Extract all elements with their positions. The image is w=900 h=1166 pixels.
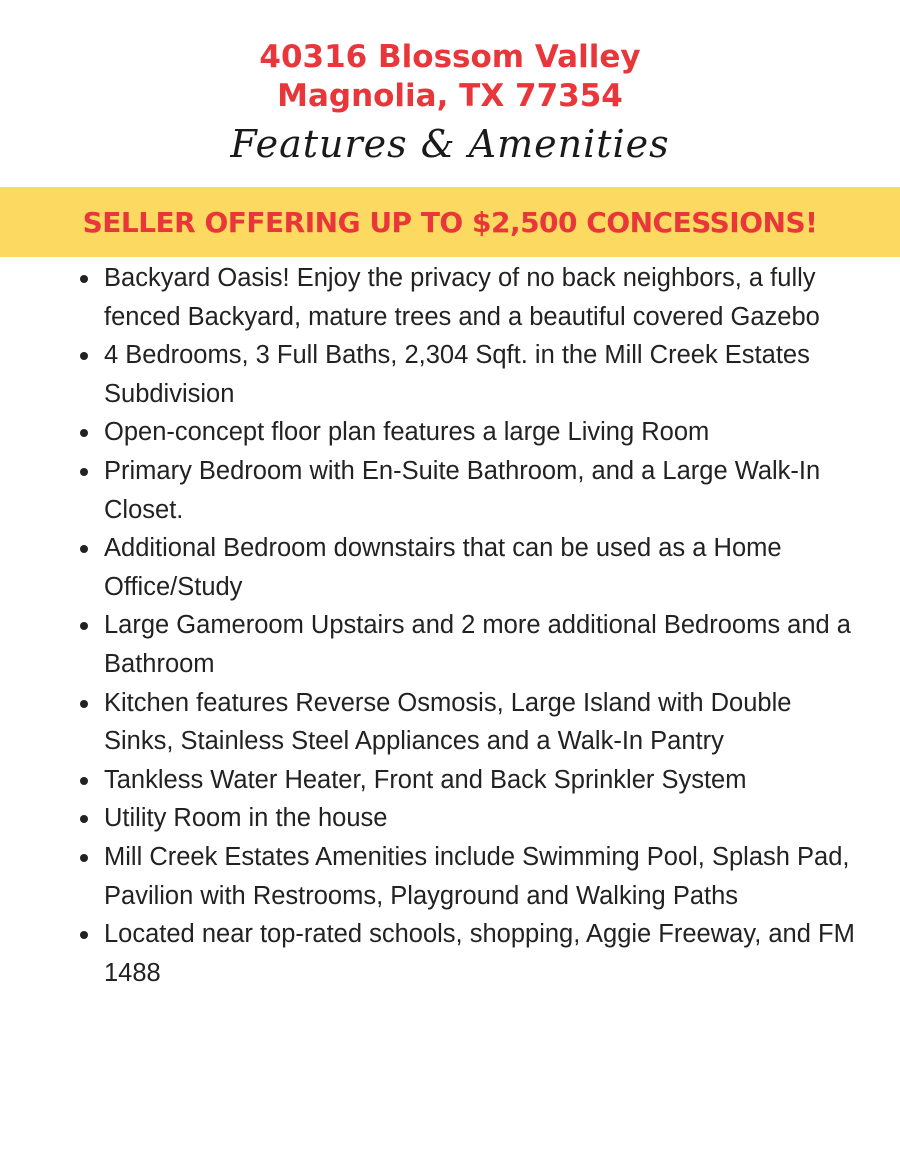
section-subtitle: Features & Amenities	[230, 122, 670, 166]
feature-item	[0, 838, 900, 915]
bullet-icon	[80, 931, 88, 939]
address-line-2: Magnolia, TX 77354	[277, 78, 623, 114]
bullet-icon	[80, 352, 88, 360]
feature-item	[0, 413, 900, 452]
bullet-icon	[80, 815, 88, 823]
bullet-icon	[80, 622, 88, 630]
feature-item	[0, 452, 900, 529]
bullet-icon	[80, 854, 88, 862]
flyer-header	[0, 38, 900, 166]
feature-text: Tankless Water Heater, Front and Back Sprinkler System	[104, 765, 747, 794]
feature-item	[0, 529, 900, 606]
feature-text: Kitchen features Reverse Osmosis, Large Island with Double Sinks, Stainless Steel Appliances and a Walk-In Pantry	[104, 688, 792, 756]
feature-text: Additional Bedroom downstairs that can be used as a Home Office/Study	[104, 534, 782, 601]
bullet-icon	[80, 429, 88, 437]
feature-item	[0, 915, 900, 992]
feature-text: Utility Room in the house	[104, 804, 388, 833]
feature-item	[0, 259, 900, 336]
bullet-icon	[80, 777, 88, 785]
bullet-icon	[80, 700, 88, 708]
feature-item	[0, 336, 900, 413]
bullet-icon	[80, 468, 88, 476]
features-list	[0, 259, 900, 992]
feature-text: Open-concept floor plan features a large Living Room	[104, 418, 710, 447]
feature-text: Large Gameroom Upstairs and 2 more additional Bedrooms and a Bathroom	[104, 611, 851, 678]
feature-item	[0, 684, 900, 761]
feature-text: Backyard Oasis! Enjoy the privacy of no back neighbors, a fully fenced Backyard, mature trees and a beautiful covered Gazebo	[104, 264, 820, 331]
feature-text: Located near top-rated schools, shopping, Aggie Freeway, and FM 1488	[104, 920, 855, 987]
banner-text: SELLER OFFERING UP TO $2,500 CONCESSIONS!	[82, 205, 818, 239]
feature-item	[0, 761, 900, 800]
feature-item	[0, 799, 900, 838]
feature-text: Mill Creek Estates Amenities include Swimming Pool, Splash Pad, Pavilion with Restrooms, Playground and Walking Paths	[104, 842, 850, 910]
bullet-icon	[80, 545, 88, 553]
bullet-icon	[80, 275, 88, 283]
address-line-1: 40316 Blossom Valley	[259, 39, 641, 75]
feature-text: Primary Bedroom with En-Suite Bathroom, and a Large Walk-In Closet.	[104, 456, 821, 524]
feature-text: 4 Bedrooms, 3 Full Baths, 2,304 Sqft. in the Mill Creek Estates Subdivision	[104, 341, 810, 408]
feature-item	[0, 606, 900, 683]
concessions-banner	[0, 187, 900, 257]
